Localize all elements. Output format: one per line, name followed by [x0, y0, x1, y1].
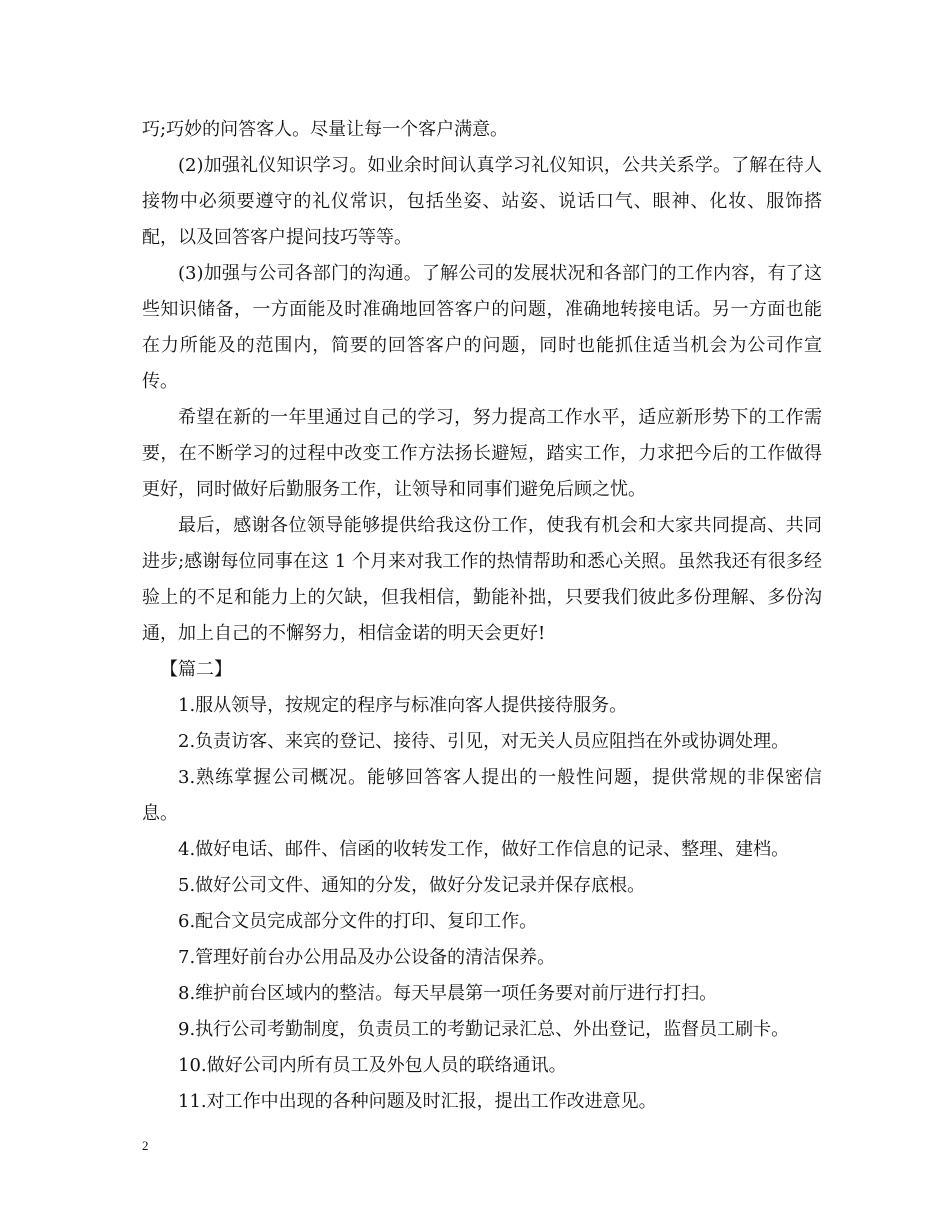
duty-item: 3.熟练掌握公司概况。能够回答客人提出的一般性问题，提供常规的非保密信息。 — [142, 767, 822, 824]
duty-item: 1.服从领导，按规定的程序与标准向客人提供接待服务。 — [178, 695, 628, 716]
duty-item: 7.管理好前台办公用品及办公设备的清洁保养。 — [178, 947, 556, 968]
duty-item: 4.做好电话、邮件、信函的收转发工作，做好工作信息的记录、整理、建档。 — [178, 839, 790, 860]
paragraph-communication: (3)加强与公司各部门的沟通。了解公司的发展状况和各部门的工作内容，有了这些知识储备，一方面能及时准确地回答客户的问题，准确地转接电话。另一方面也能在力所能及的范围内，简要的回答客户的问题，同时也能抓住适当机会为公司作宣传。 — [142, 263, 822, 392]
paragraph-hope: 希望在新的一年里通过自己的学习，努力提高工作水平，适应新形势下的工作需要，在不断学习的过程中改变工作方法扬长避短，踏实工作，力求把今后的工作做得更好，同时做好后勤服务工作，让领导和同事们避免后顾之忧。 — [142, 407, 822, 500]
duty-item: 5.做好公司文件、通知的分发，做好分发记录并保存底根。 — [178, 875, 646, 896]
duty-item: 6.配合文员完成部分文件的打印、复印工作。 — [178, 911, 538, 932]
duty-item: 9.执行公司考勤制度，负责员工的考勤记录汇总、外出登记，监督员工刷卡。 — [178, 1019, 790, 1040]
section-heading: 【篇二】 — [160, 659, 232, 680]
paragraph-thanks: 最后，感谢各位领导能够提供给我这份工作，使我有机会和大家共同提高、共同进步;感谢每位同事在这 1 个月来对我工作的热情帮助和悉心关照。虽然我还有很多经验上的不足和能力上的欠缺，但我相信，勤能补拙，只要我们彼此多份理解、多份沟通，加上自己的不懈努力，相信金诺的明天会更好! — [142, 515, 822, 644]
duty-item: 2.负责访客、来宾的登记、接待、引见，对无关人员应阻挡在外或协调处理。 — [178, 731, 790, 752]
page-number: 2 — [142, 1138, 149, 1153]
paragraph-etiquette: (2)加强礼仪知识学习。如业余时间认真学习礼仪知识，公共关系学。了解在待人接物中必须要遵守的礼仪常识，包括坐姿、站姿、说话口气、眼神、化妆、服饰搭配，以及回答客户提问技巧等等。 — [142, 155, 822, 248]
duty-item: 8.维护前台区域内的整洁。每天早晨第一项任务要对前厅进行打扫。 — [178, 983, 718, 1004]
duty-item: 11.对工作中出现的各种问题及时汇报，提出工作改进意见。 — [178, 1091, 657, 1112]
paragraph-continuation: 巧;巧妙的问答客人。尽量让每一个客户满意。 — [142, 119, 509, 140]
duty-item: 10.做好公司内所有员工及外包人员的联络通讯。 — [178, 1055, 567, 1076]
